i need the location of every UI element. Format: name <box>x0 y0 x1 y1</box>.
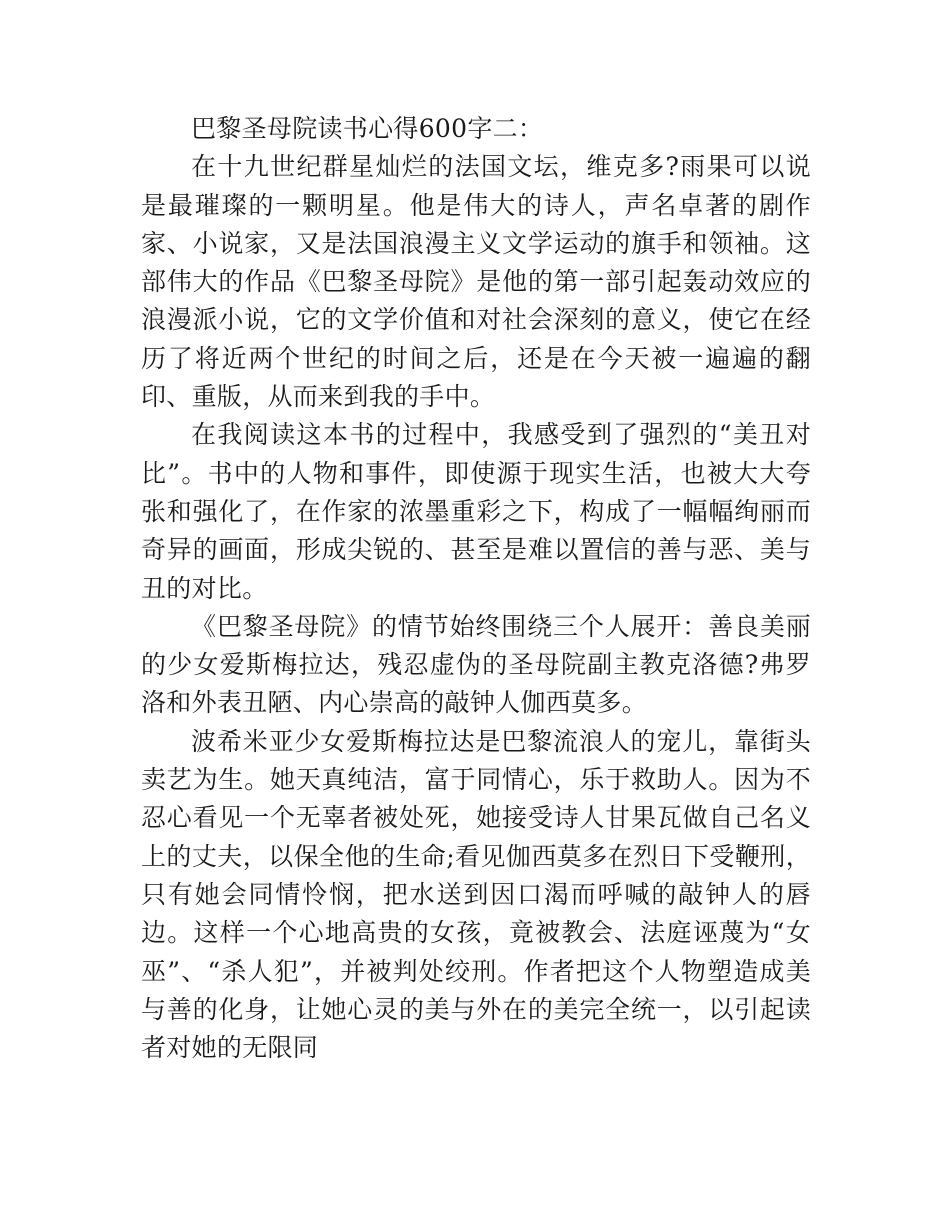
paragraph-esmeralda: 波希米亚少女爱斯梅拉达是巴黎流浪人的宠儿，靠街头卖艺为生。她天真纯洁，富于同情心，乐于救助人。因为不忍心看见一个无辜者被处死，她接受诗人甘果瓦做自己名义上的丈夫，以保全他的生命;看见伽西莫多在烈日下受鞭刑，只有她会同情怜悯，把水送到因口渴而呼喊的敲钟人的唇边。这样一个心地高贵的女孩，竟被教会、法庭诬蔑为“女巫”、“杀人犯”，并被判处绞刑。作者把这个人物塑造成美与善的化身，让她心灵的美与外在的美完全统一，以引起读者对她的无限同 <box>141 726 811 1063</box>
document-body <box>141 110 811 1067</box>
document-heading: 巴黎圣母院读书心得600字二： <box>191 114 544 143</box>
paragraph-intro: 在十九世纪群星灿烂的法国文坛，维克多?雨果可以说是最璀璨的一颗明星。他是伟大的诗人，声名卓著的剧作家、小说家，又是法国浪漫主义文学运动的旗手和领袖。这部伟大的作品《巴黎圣母院》是他的第一部引起轰动效应的浪漫派小说，它的文学价值和对社会深刻的意义，使它在经历了将近两个世纪的时间之后，还是在今天被一遍遍的翻印、重版，从而来到我的手中。 <box>141 152 811 412</box>
paragraph-characters: 《巴黎圣母院》的情节始终围绕三个人展开：善良美丽的少女爱斯梅拉达，残忍虚伪的圣母院副主教克洛德?弗罗洛和外表丑陋、内心崇高的敲钟人伽西莫多。 <box>141 611 811 718</box>
paragraph-contrast: 在我阅读这本书的过程中，我感受到了强烈的“美丑对比”。书中的人物和事件，即使源于现实生活，也被大大夸张和强化了，在作家的浓墨重彩之下，构成了一幅幅绚丽而奇异的画面，形成尖锐的、甚至是难以置信的善与恶、美与丑的对比。 <box>141 420 811 603</box>
